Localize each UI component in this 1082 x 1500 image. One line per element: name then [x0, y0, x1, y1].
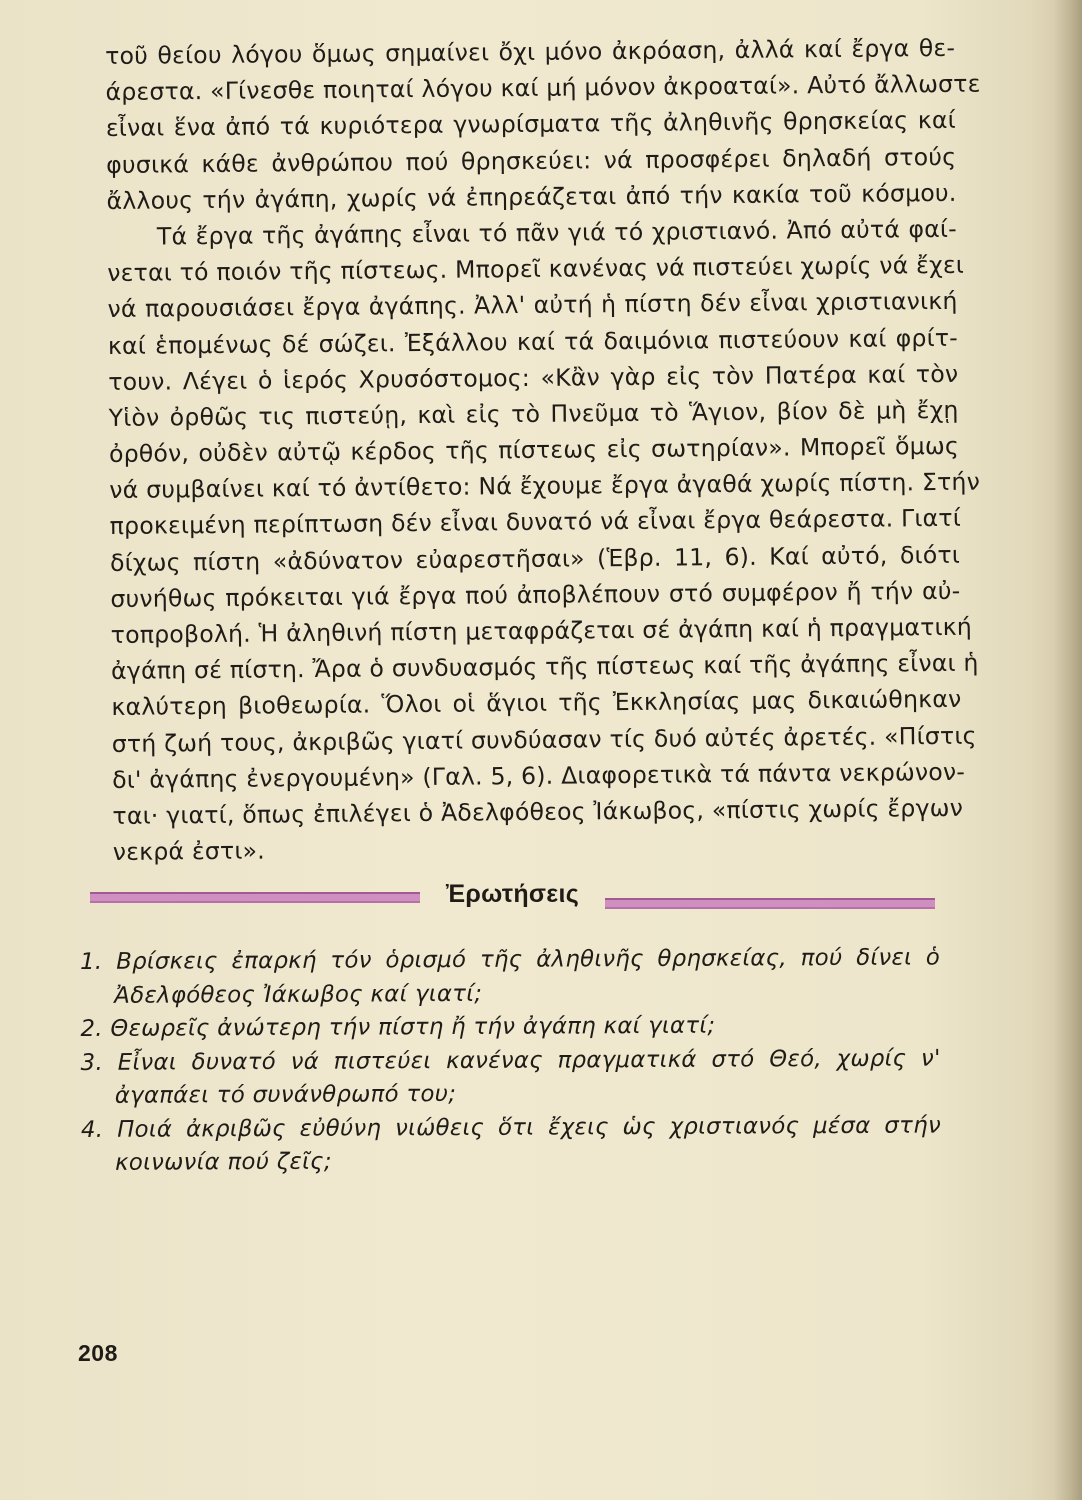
body-line: τοπροβολή. Ἡ ἀληθινή πίστη μεταφράζεται σέ ἀγάπη καί ἡ πραγματική: [110, 612, 973, 649]
body-line: ὀρθόν, οὐδὲν αὐτῷ κέρδος τῆς πίστεως εἰς σωτηρίαν». Μπορεῖ ὅμως: [108, 431, 960, 469]
body-line: Υἱὸν ὀρθῶς τις πιστεύῃ, καὶ εἰς τὸ Πνεῦμα τὸ Ἅγιον, βίον δὲ μὴ ἔχῃ: [108, 395, 959, 432]
question-text: Θεωρεῖς ἀνώτερη τήν πίστη ἤ τήν ἀγάπη καί γιατί;: [110, 1012, 716, 1042]
body-line: νά συμβαίνει καί τό ἀντίθετο: Νά ἔχουμε ἔργα ἀγαθά χωρίς πίστη. Στήν: [109, 467, 981, 505]
section-heading: [90, 880, 935, 920]
question-number: 2.: [80, 1015, 103, 1042]
question-item: [81, 1109, 941, 1147]
body-line: άρεστα. «Γίνεσθε ποιηταί λόγου καί μή μόνον ἀκροαταί». Αὐτό ἄλλωστε: [105, 69, 981, 107]
question-item: [80, 941, 940, 979]
body-line: συνήθως πρόκειται γιά ἔργα πού ἀποβλέπουν στό συμφέρον ἤ τήν αὐ-: [110, 576, 961, 613]
question-text: Ποιά ἀκριβῶς εὐθύνη νιώθεις ὅτι ἔχεις ὡς χριστιανός μέσα στήν: [117, 1111, 942, 1143]
question-text: Εἶναι δυνατό νά πιστεύει κανένας πραγματικά στό Θεό, χωρίς ν': [117, 1044, 941, 1076]
question-number: 3.: [80, 1049, 104, 1076]
question-text: Ἀδελφόθεος Ἰάκωβος καί γιατί;: [114, 980, 483, 1009]
question-text: ἀγαπάει τό συνάνθρωπό του;: [114, 1081, 457, 1109]
question-number: 4.: [80, 1116, 104, 1143]
questions-list: [80, 941, 941, 1180]
heading-rule-left: [90, 892, 420, 903]
body-line: τοῦ θείου λόγου ὅμως σημαίνει ὄχι μόνο ἀκρόαση, ἀλλά καί ἔργα θε-: [105, 33, 956, 70]
question-item: [81, 1042, 941, 1080]
page-edge-shadow: [1054, 0, 1082, 1500]
body-line: ται· γιατί, ὅπως ἐπιλέγει ὁ Ἀδελφόθεος Ἰάκωβος, «πίστις χωρίς ἔργων: [112, 793, 964, 830]
body-line: στή ζωή τους, ἀκριβῶς γιατί συνδύασαν τίς δυό αὐτές ἀρετές. «Πίστις: [111, 721, 977, 758]
page-number: 208: [78, 1340, 118, 1366]
body-line: καί ἑπομένως δέ σώζει. Ἐξάλλου καί τά δαιμόνια πιστεύουν καί φρίτ-: [107, 323, 959, 360]
question-number: 1.: [80, 948, 103, 975]
question-item: [80, 1008, 940, 1046]
question-text: κοινωνία πού ζεῖς;: [115, 1148, 332, 1176]
heading-rule-right: [605, 898, 935, 909]
question-text: Βρίσκεις ἐπαρκή τόν ὁρισμό τῆς ἀληθινῆς θρησκείας, πού δίνει ὁ: [116, 944, 941, 975]
body-line: νά παρουσιάσει ἔργα ἀγάπης. Ἀλλ' αὐτή ἡ πίστη δέν εἶναι χριστιανική: [107, 287, 958, 324]
body-line: ἀγάπη σέ πίστη. Ἄρα ὁ συνδυασμός τῆς πίστεως καί τῆς ἀγάπης εἶναι ἡ: [110, 648, 979, 686]
body-line: Τά ἔργα τῆς ἀγάπης εἶναι τό πᾶν γιά τό χριστιανό. Ἀπό αὐτά φαί-: [156, 214, 958, 251]
body-line: καλύτερη βιοθεωρία. Ὅλοι οἱ ἅγιοι τῆς Ἐκκλησίας μας δικαιώθηκαν: [111, 685, 962, 722]
body-text: [105, 30, 981, 870]
body-line: ἄλλους τήν ἀγάπη, χωρίς νά ἐπηρεάζεται ἀπό τήν κακία τοῦ κόσμου.: [106, 178, 957, 215]
body-line: εἶναι ἕνα ἀπό τά κυριότερα γνωρίσματα τῆς ἀληθινῆς θρησκείας καί: [105, 106, 956, 143]
section-title: Ἐρωτήσεις: [445, 880, 580, 908]
body-line: νεται τό ποιόν τῆς πίστεως. Μπορεῖ κανένας νά πιστεύει χωρίς νά ἔχει: [107, 250, 965, 288]
body-line: τουν. Λέγει ὁ ἱερός Χρυσόστομος: «Κἂν γὰρ εἰς τὸν Πατέρα καί τὸν: [108, 359, 959, 396]
body-line: προκειμένη περίπτωση δέν εἶναι δυνατό νά εἶναι ἔργα θεάρεστα. Γιατί: [109, 504, 962, 541]
body-line: φυσικά κάθε ἀνθρώπου πού θρησκεύει: νά προσφέρει δηλαδή στούς: [106, 142, 957, 179]
body-line: δι' ἀγάπης ἐνεργουμένη» (Γαλ. 5, 6). Διαφορετικὰ τά πάντα νεκρώνον-: [111, 757, 966, 794]
body-line: δίχως πίστη «ἀδύνατον εὐαρεστῆσαι» (Ἑβρ. 11, 6). Καί αὐτό, διότι: [109, 540, 961, 577]
body-line: νεκρά ἐστι».: [112, 836, 266, 867]
